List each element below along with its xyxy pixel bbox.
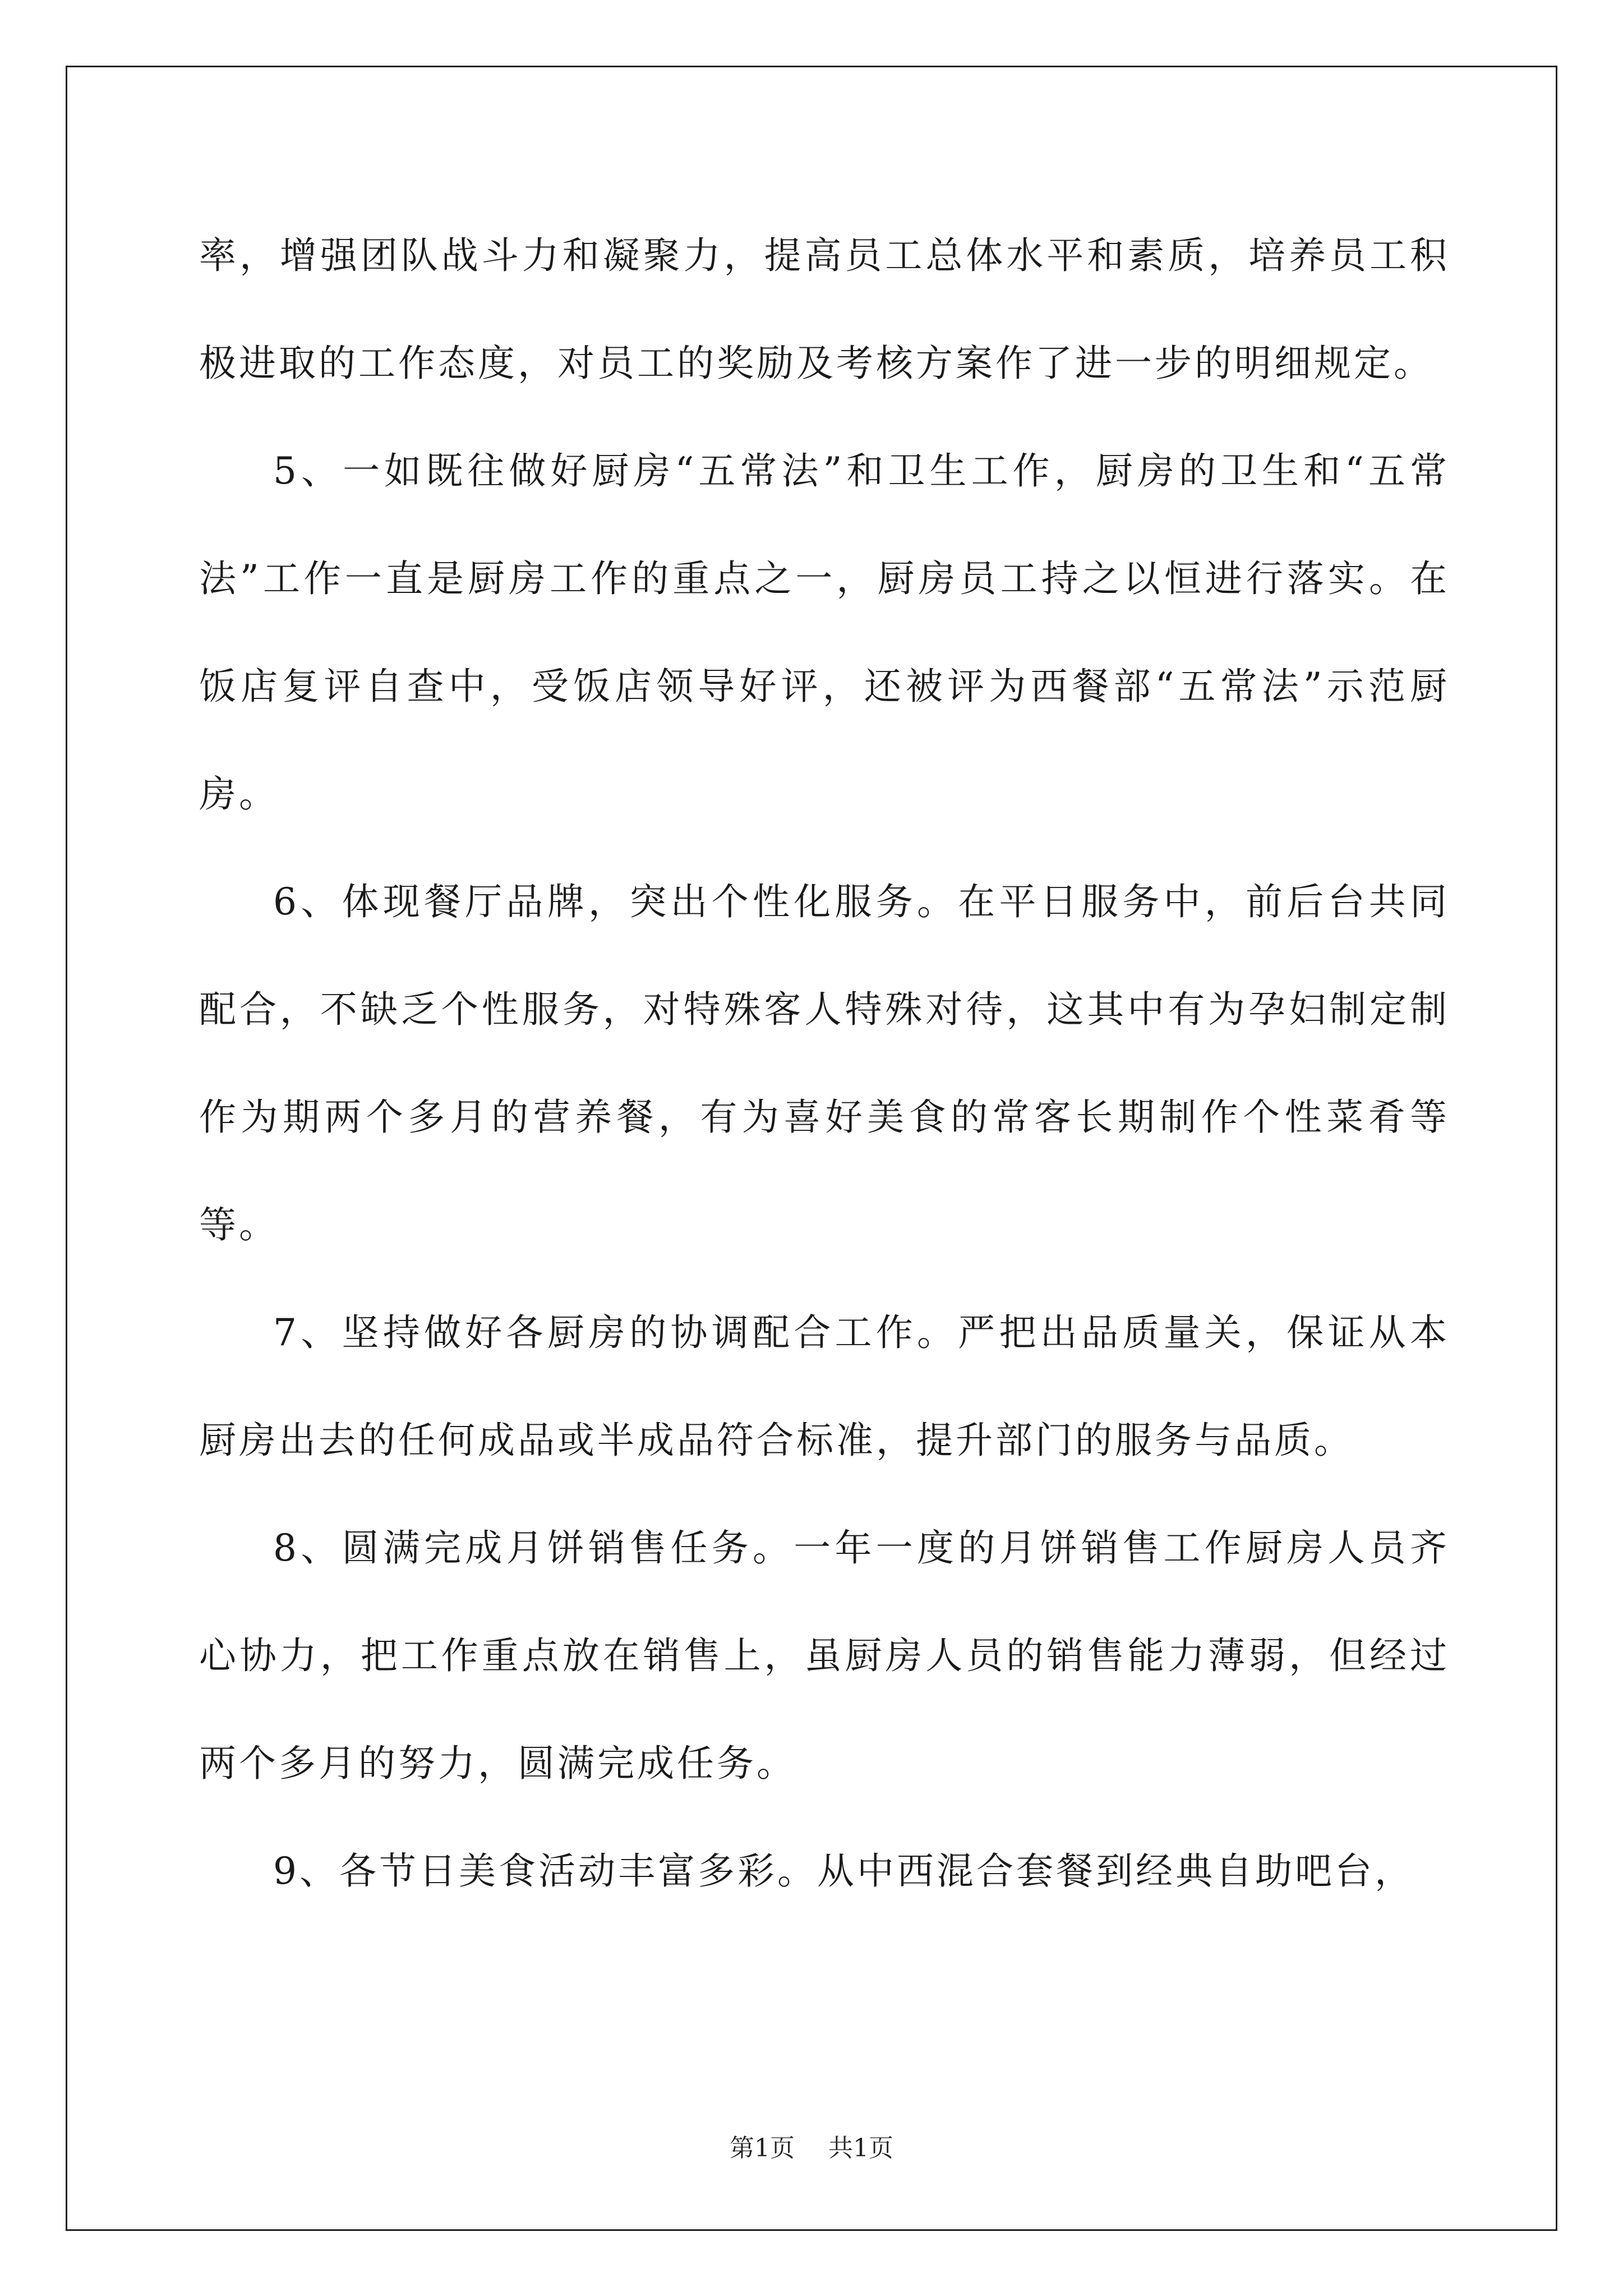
paragraph-4: 7、坚持做好各厨房的协调配合工作。严把出品质量关，保证从本厨房出去的任何成品或半成品符合标准，提升部门的服务与品质。 xyxy=(199,1311,1450,1462)
paragraph-5: 8、圆满完成月饼销售任务。一年一度的月饼销售工作厨房人员齐心协力，把工作重点放在销售上，虽厨房人员的销售能力薄弱，但经过两个多月的努力，圆满完成任务。 xyxy=(199,1526,1450,1785)
paragraph-3: 6、体现餐厅品牌，突出个性化服务。在平日服务中，前后台共同配合，不缺乏个性服务，对特殊客人特殊对待，这其中有为孕妇制定制作为期两个多月的营养餐，有为喜好美食的常客长期制作个性菜肴等等。 xyxy=(199,880,1450,1246)
document-body xyxy=(199,202,1450,1925)
paragraph-1: 率，增强团队战斗力和凝聚力，提高员工总体水平和素质，培养员工积极进取的工作态度，对员工的奖励及考核方案作了进一步的明细规定。 xyxy=(199,234,1450,385)
paragraph-6: 9、各节日美食活动丰富多彩。从中西混合套餐到经典自助吧台， xyxy=(273,1849,1414,1893)
page-total: 共1页 xyxy=(828,2134,893,2162)
paragraph-2: 5、一如既往做好厨房“五常法”和卫生工作，厨房的卫生和“五常法”工作一直是厨房工作的重点之一，厨房员工持之以恒进行落实。在饭店复评自查中，受饭店领导好评，还被评为西餐部“五常法”示范厨房。 xyxy=(199,449,1450,816)
page-number: 第1页 xyxy=(730,2134,795,2162)
page-footer xyxy=(0,2132,1623,2165)
